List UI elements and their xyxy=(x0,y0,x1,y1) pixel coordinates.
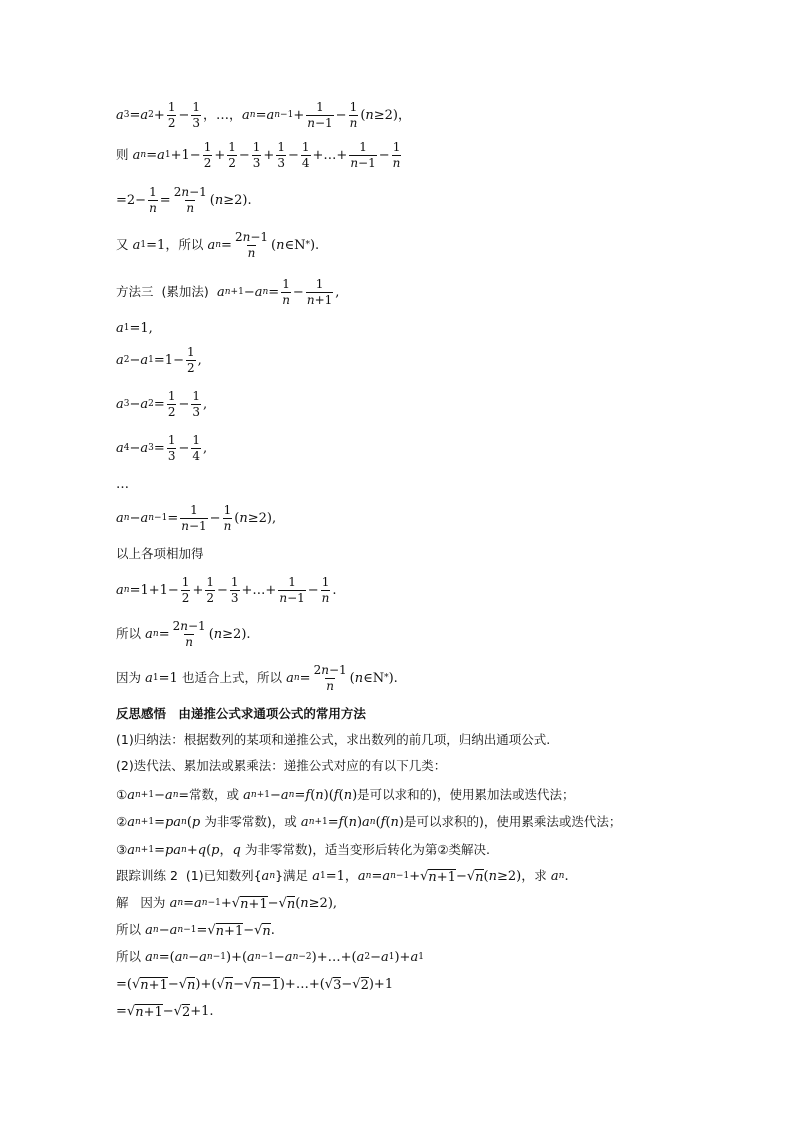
line-solution-start: 解 因为 a n = a n−1 + √ n+1 − √ n (n≥2), xyxy=(116,894,338,912)
line-expansion: 所以 a n =( a n − a n−1 )+( a n−1 − a n−2 )+…+( a 2 − a 1 )+ a 1 xyxy=(116,948,424,965)
line-difference: 所以 a n − a n−1 = √ n+1 − √ n . xyxy=(116,921,275,939)
line-type-1: ① a n+1 − a n =常数，或 a n+1 − a n =f(n)(f(n) 是可以求和的)，使用累加法或迭代法； xyxy=(116,786,575,803)
line-result-1: =2− $\frac{1}{n}$ = $\frac{2n-1}{n}$ (n≥2). xyxy=(116,184,252,215)
line-method-three: 方法三 (累加法) a n+1 − a n = $\frac{1}{n}$ − $\frac{1}{n+1}$ , xyxy=(116,276,340,307)
line-a1: a 1 =1, xyxy=(116,320,153,336)
line-iteration-methods: (2)迭代法、累加法或累乘法：递推公式对应的有以下几类： xyxy=(116,757,447,773)
line-general-term-2: 因为 a 1 =1 也适合上式，所以 a n = $\frac{2n-1}{n}$ (n∈N * ). xyxy=(116,662,398,693)
line-result-2: 所以 a n = $\frac{2n-1}{n}$ (n≥2). xyxy=(116,618,251,649)
line-general-term-1: 又 a 1 =1， 所以 a n = $\frac{2n-1}{n}$ (n∈N * ). xyxy=(116,229,320,260)
line-sum-text: 以上各项相加得 xyxy=(116,545,204,561)
line-exercise-2: 跟踪训练 2 (1)已知数列{ a n }满足 a 1 =1， a n = a n−1 + √ n+1 − √ n (n≥2)， 求 a n . xyxy=(116,867,569,885)
line-radical-sum: =( √ n+1 − √ n )+( √ n − √ n−1 )+…+( √ 3 − √ 2 )+1 xyxy=(116,976,394,993)
line-reflection-heading: 反思感悟 由递推公式求通项公式的常用方法 xyxy=(116,705,366,721)
line-a2-a1: a 2 − a 1 =1− $\frac{1}{2}$ , xyxy=(116,344,202,375)
line-telescoping-sum: 则 a n = a 1 +1− $\frac{1}{2}$ + $\frac{1}{2}$ − $\frac{1}{3}$ + $\frac{1}{3}$ − $\frac{1}{4}$ +…+ $\frac{1}{n-1}$ − $\frac{1}{n}$ xyxy=(116,139,401,170)
line-type-2: ② a n+1 =pa n (p 为非零常数)，或 a n+1 =f(n)a n (f(n) 是可以求积的)，使用累乘法或迭代法； xyxy=(116,813,622,830)
line-a4-a3: a 4 − a 3 = $\frac{1}{3}$ − $\frac{1}{4}$ , xyxy=(116,432,208,463)
line-type-3: ③ a n+1 =pa n +q(p，q 为非零常数)，适当变形后转化为第②类解决. xyxy=(116,841,491,858)
line-a3-a2: a 3 − a 2 = $\frac{1}{2}$ − $\frac{1}{3}$ , xyxy=(116,388,208,419)
line-final-answer: = √ n+1 − √ 2 +1. xyxy=(116,1003,214,1020)
line-an-an1: a n − a n−1 = $\frac{1}{n-1}$ − $\frac{1}{n}$ (n≥2), xyxy=(116,502,277,533)
line-ellipsis: … xyxy=(116,476,129,492)
line-induction-method: (1)归纳法：根据数列的某项和递推公式，求出数列的前几项，归纳出通项公式. xyxy=(116,731,551,747)
line-a3-recurrence: a 3 = a 2 + $\frac{1}{2}$ − $\frac{1}{3}$ ，…， a n = a n−1 + $\frac{1}{n-1}$ − $\frac{1}{n}$ (n≥2)， xyxy=(116,99,412,130)
line-sum-result: a n =1+1− $\frac{1}{2}$ + $\frac{1}{2}$ − $\frac{1}{3}$ +…+ $\frac{1}{n-1}$ − $\frac{1}{n}$ . xyxy=(116,574,337,605)
